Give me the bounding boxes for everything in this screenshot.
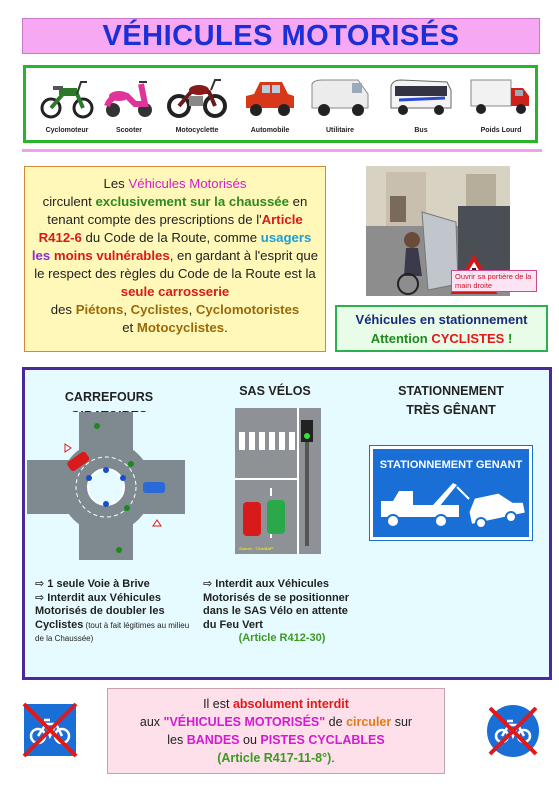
roundabout-text: ⇨ 1 seule Voie à Brive ⇨ Interdit aux Véhicules Motorisés de doubler les Cyclistes (tout à fait légitimes au milieu de la Chaussée) (35, 578, 190, 643)
motorcycle-icon (167, 74, 227, 120)
main-panel (22, 367, 552, 680)
roundabout-diagram (27, 412, 185, 560)
vehicle-label: Cyclomoteur (45, 127, 89, 134)
tow-truck-icon (373, 477, 529, 531)
parking-genant-sign (370, 446, 532, 540)
vehicle-moped (34, 72, 100, 138)
vehicle-label: Scooter (115, 127, 143, 134)
vehicle-label: Motocyclette (175, 127, 219, 134)
vehicle-van (307, 72, 373, 138)
image-credit: Source : "ClubBAP" (239, 546, 275, 551)
vehicle-strip (23, 65, 538, 143)
vehicle-label: Bus (414, 127, 428, 134)
vehicle-label: Utilitaire (325, 127, 354, 134)
vehicle-truck (468, 72, 534, 138)
title-banner (22, 18, 540, 54)
prohibition-box: Il est absolument interdit aux "VÉHICULES MOTORISÉS" de circuler sur les BANDES ou PISTES CYCLABLES (Article R417-11-8°). (107, 688, 445, 774)
roundabout-title: CARREFOURS (64, 390, 154, 404)
no-bike-path-sign (484, 702, 542, 760)
vehicle-bus (388, 72, 454, 138)
vehicle-car (237, 72, 303, 138)
vehicle-motorcycle (164, 72, 230, 138)
vehicle-label: Poids Lourd (480, 127, 522, 134)
photo-caption: Ouvrir sa portière de la main droite (451, 270, 537, 292)
sign-text: STATIONNEMENT GENANT (379, 459, 523, 471)
sas-text: ⇨ Interdit aux Véhicules Motorisés de se positionner dans le SAS Vélo en attente du Feu Vert (Article R412-30) (203, 578, 350, 644)
no-bike-lane-sign (22, 702, 78, 758)
parking-warning: Véhicules en stationnement Attention CYCLISTES ! (335, 305, 548, 352)
vehicle-label: Automobile (250, 127, 290, 134)
bus-icon (389, 74, 453, 120)
sas-diagram (235, 408, 321, 554)
van-icon (308, 74, 372, 120)
car-icon (242, 74, 298, 120)
sas-title: SAS VÉLOS (239, 384, 311, 398)
scooter-icon (101, 74, 157, 120)
parking-title: STATIONNEMENT TRÈS GÊNANT (398, 384, 504, 417)
info-box: Les Véhicules Motorisés circulent exclusivement sur la chaussée en tenant compte des prescriptions de l'Article R412-6 du Code de la Route, comme usagers les moins vulnérables, en gardant à l'esprit que le respect des règles du Code de la Route est la seule carrosserie des Piétons, Cyclistes, Cyclomotoristes et Motocyclistes. (24, 166, 326, 352)
moped-icon (39, 74, 95, 120)
divider (22, 149, 542, 152)
truck-icon (469, 74, 533, 120)
page-title: VÉHICULES MOTORISÉS (102, 19, 460, 52)
vehicle-scooter (96, 72, 162, 138)
